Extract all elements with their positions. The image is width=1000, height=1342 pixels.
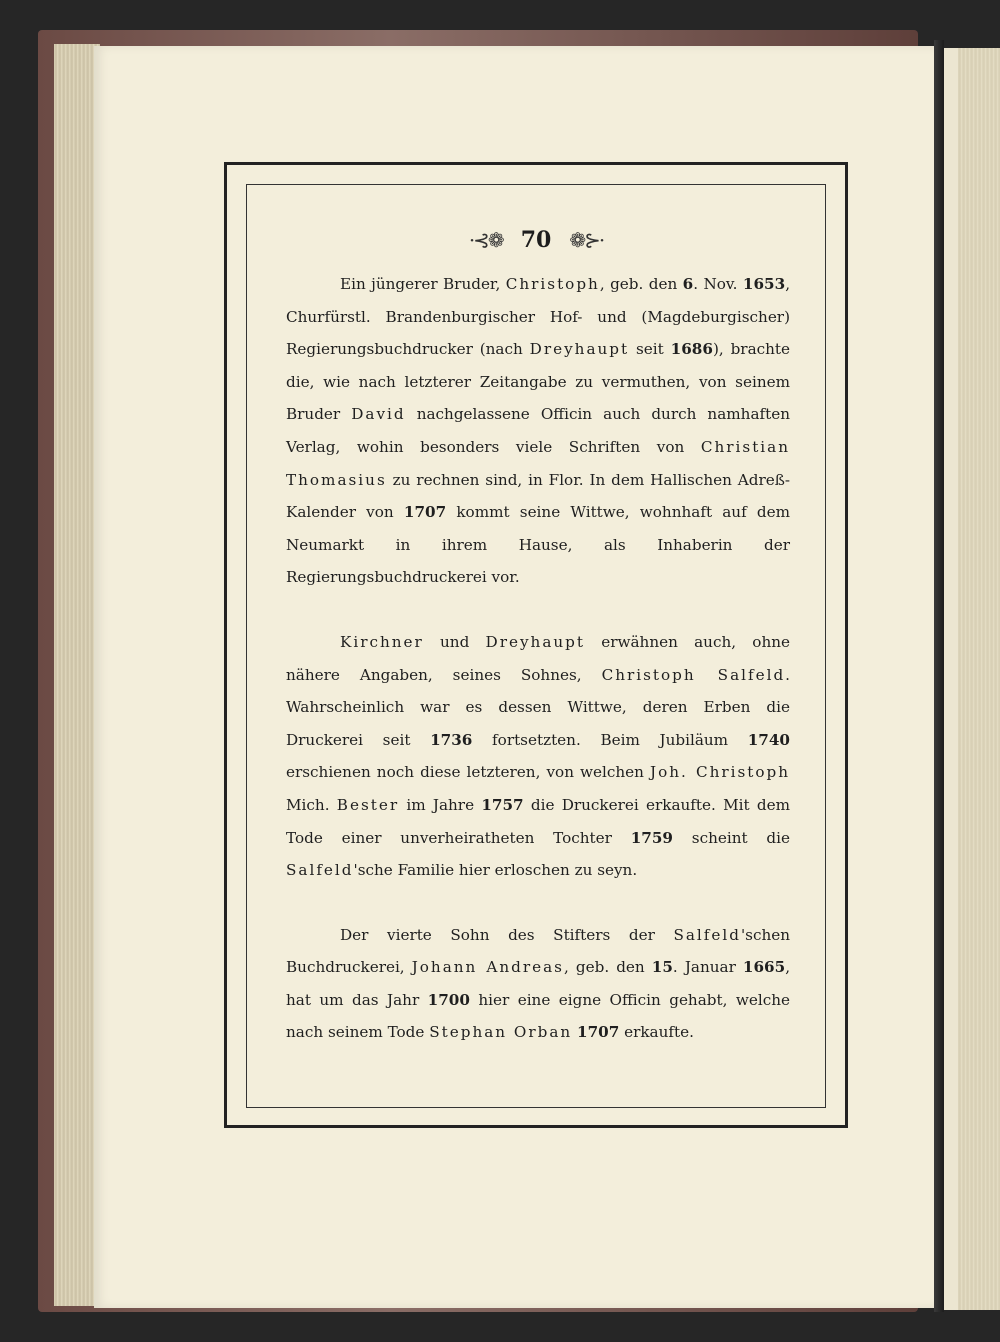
text-run: , hat um das Jahr (286, 958, 791, 1009)
bold-number: 1686 (670, 340, 713, 359)
page-edges-right (958, 48, 1000, 1310)
text-run: erkaufte. (619, 1023, 694, 1042)
page-header (246, 222, 826, 258)
spaced-name: Dreyhaupt (485, 632, 585, 651)
bold-number: 1707 (403, 503, 447, 522)
bold-number: 1736 (430, 730, 473, 749)
spaced-name: Johann Andreas (411, 958, 564, 977)
body-text (286, 268, 790, 1049)
ornament-left-icon: ·⊰❁ (468, 228, 503, 252)
text-run: , geb. den (563, 958, 652, 977)
text-run: erwähnen auch, ohne nähere Angaben, seines Sohnes, (286, 632, 790, 684)
bold-number: 15 (651, 958, 673, 977)
page-number: 70 (520, 227, 552, 253)
text-run: , geb. den (599, 275, 683, 293)
text-run: Der vierte Sohn des Stifters der (340, 925, 674, 944)
text-run: . Januar (672, 958, 743, 977)
text-run: seit (629, 340, 671, 359)
spaced-name: Joh. Christoph (650, 763, 791, 782)
book-gutter (934, 40, 944, 1312)
paragraph (286, 626, 790, 887)
text-run: Ein jüngerer Bruder, (340, 275, 506, 293)
text-run: nachgelassene Officin auch durch namhaften Verlag, wohin besonders viele Schriften von (286, 405, 790, 456)
spaced-name: Salfeld (673, 925, 741, 944)
spaced-name: Kirchner (340, 632, 424, 651)
paragraph (286, 268, 790, 594)
ornament-right-icon: ❁⊱· (569, 228, 604, 252)
spaced-name: Christoph Salfeld (601, 665, 786, 684)
spaced-name: Stephan Orban (429, 1023, 573, 1042)
spaced-name: Christoph (505, 275, 600, 293)
bold-number: 1740 (747, 730, 791, 749)
spaced-name: Dreyhaupt (529, 340, 630, 359)
text-run: . Wahrscheinlich war es dessen Wittwe, deren Erben die Druckerei seit (286, 665, 790, 749)
bold-number: 6 (682, 275, 694, 293)
text-run: erschienen noch diese letzteren, von welchen (286, 763, 651, 782)
spaced-name: Christian Thomasius (286, 437, 790, 489)
text-run: scheint die (673, 828, 790, 847)
text-run: hier eine eigne Officin gehabt, welche nach seinem Tode (286, 990, 790, 1042)
bold-number: 1700 (427, 990, 470, 1009)
text-run: Mich. (286, 795, 337, 814)
text-run: im Jahre (399, 795, 482, 814)
paragraph (286, 919, 790, 1049)
text-run: 'sche Familie hier erloschen zu seyn. (353, 861, 638, 880)
spaced-name: David (351, 405, 406, 424)
bold-number: 1759 (630, 828, 673, 847)
text-run: ), brachte die, wie nach letzterer Zeitangabe zu vermuthen, von seinem Bruder (286, 340, 790, 424)
text-run: und (423, 632, 486, 651)
bold-number: 1653 (742, 275, 786, 293)
text-run: 'schen Buchdruckerei, (286, 925, 790, 977)
text-run: kommt seine Wittwe, wohnhaft auf dem Neumarkt in ihrem Hause, als Inhaberin der Regierungsbuchdruckerei vor. (286, 503, 790, 587)
spaced-name: Salfeld (286, 861, 354, 880)
text-run: zu rechnen sind, in Flor. In dem Hallischen Adreß-Kalender von (286, 470, 790, 522)
bold-number: 1665 (742, 958, 786, 977)
text-run: . Nov. (693, 275, 743, 293)
text-run: , Churfürstl. Brandenburgischer Hof- und (Magdeburgischer) Regierungsbuchdrucker (nach (286, 275, 791, 359)
text-run: die Druckerei erkaufte. Mit dem Tode einer unverheiratheten Tochter (286, 795, 790, 847)
bold-number: 1707 (577, 1023, 620, 1042)
spaced-name: Bester (336, 795, 400, 814)
bold-number: 1757 (481, 795, 524, 814)
text-run: fortsetzten. Beim Jubiläum (472, 730, 748, 749)
